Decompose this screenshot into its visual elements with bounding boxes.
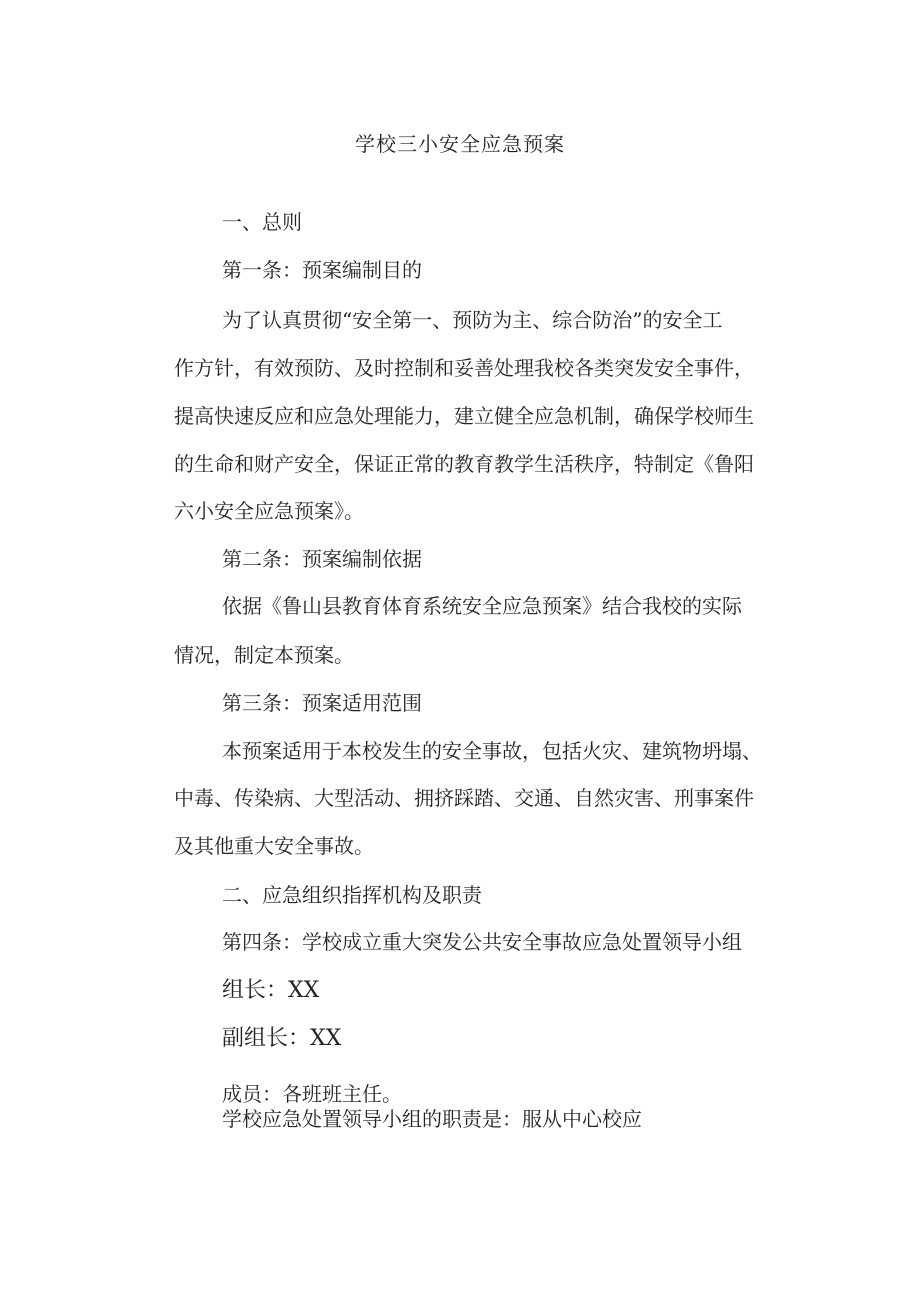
section-heading-organization: 二、应急组织指挥机构及职责 [222,883,482,907]
article-3-text-line-2: 中毒、传染病、大型活动、拥挤踩踏、交通、自然灾害、刑事案件 [174,786,754,810]
article-1-text-line-2: 作方针，有效预防、及时控制和妥善处理我校各类突发安全事件， [174,356,754,380]
document-title: 学校三小安全应急预案 [355,132,565,156]
article-2-text-line-1: 依据《鲁山县教育体育系统安全应急预案》结合我校的实际 [222,594,742,618]
section-heading-general: 一、总则 [222,210,302,234]
team-leader: 组长：XX [222,978,320,1003]
article-1-heading: 第一条：预案编制目的 [222,258,422,282]
article-1-text-line-3: 提高快速反应和应急处理能力，建立健全应急机制，确保学校师生 [174,404,754,428]
article-3-text-line-1: 本预案适用于本校发生的安全事故，包括火灾、建筑物坍塌、 [222,739,762,763]
article-1-text-line-4: 的生命和财产安全，保证正常的教育教学生活秩序，特制定《鲁阳 [174,452,754,476]
article-1-text-line-1: 为了认真贯彻“安全第一、预防为主、综合防治”的安全工 [222,308,723,332]
article-4-heading: 第四条：学校成立重大突发公共安全事故应急处置领导小组 [222,930,742,954]
article-2-text-line-2: 情况，制定本预案。 [174,643,354,667]
article-2-heading: 第二条：预案编制依据 [222,547,422,571]
deputy-team-leader: 副组长：XX [222,1026,342,1051]
article-1-text-line-5: 六小安全应急预案》。 [174,499,364,523]
team-duties-text: 学校应急处置领导小组的职责是：服从中心校应 [222,1107,642,1131]
article-3-heading: 第三条：预案适用范围 [222,691,422,715]
article-3-text-line-3: 及其他重大安全事故。 [174,834,374,858]
team-members: 成员：各班班主任。 [222,1082,402,1106]
